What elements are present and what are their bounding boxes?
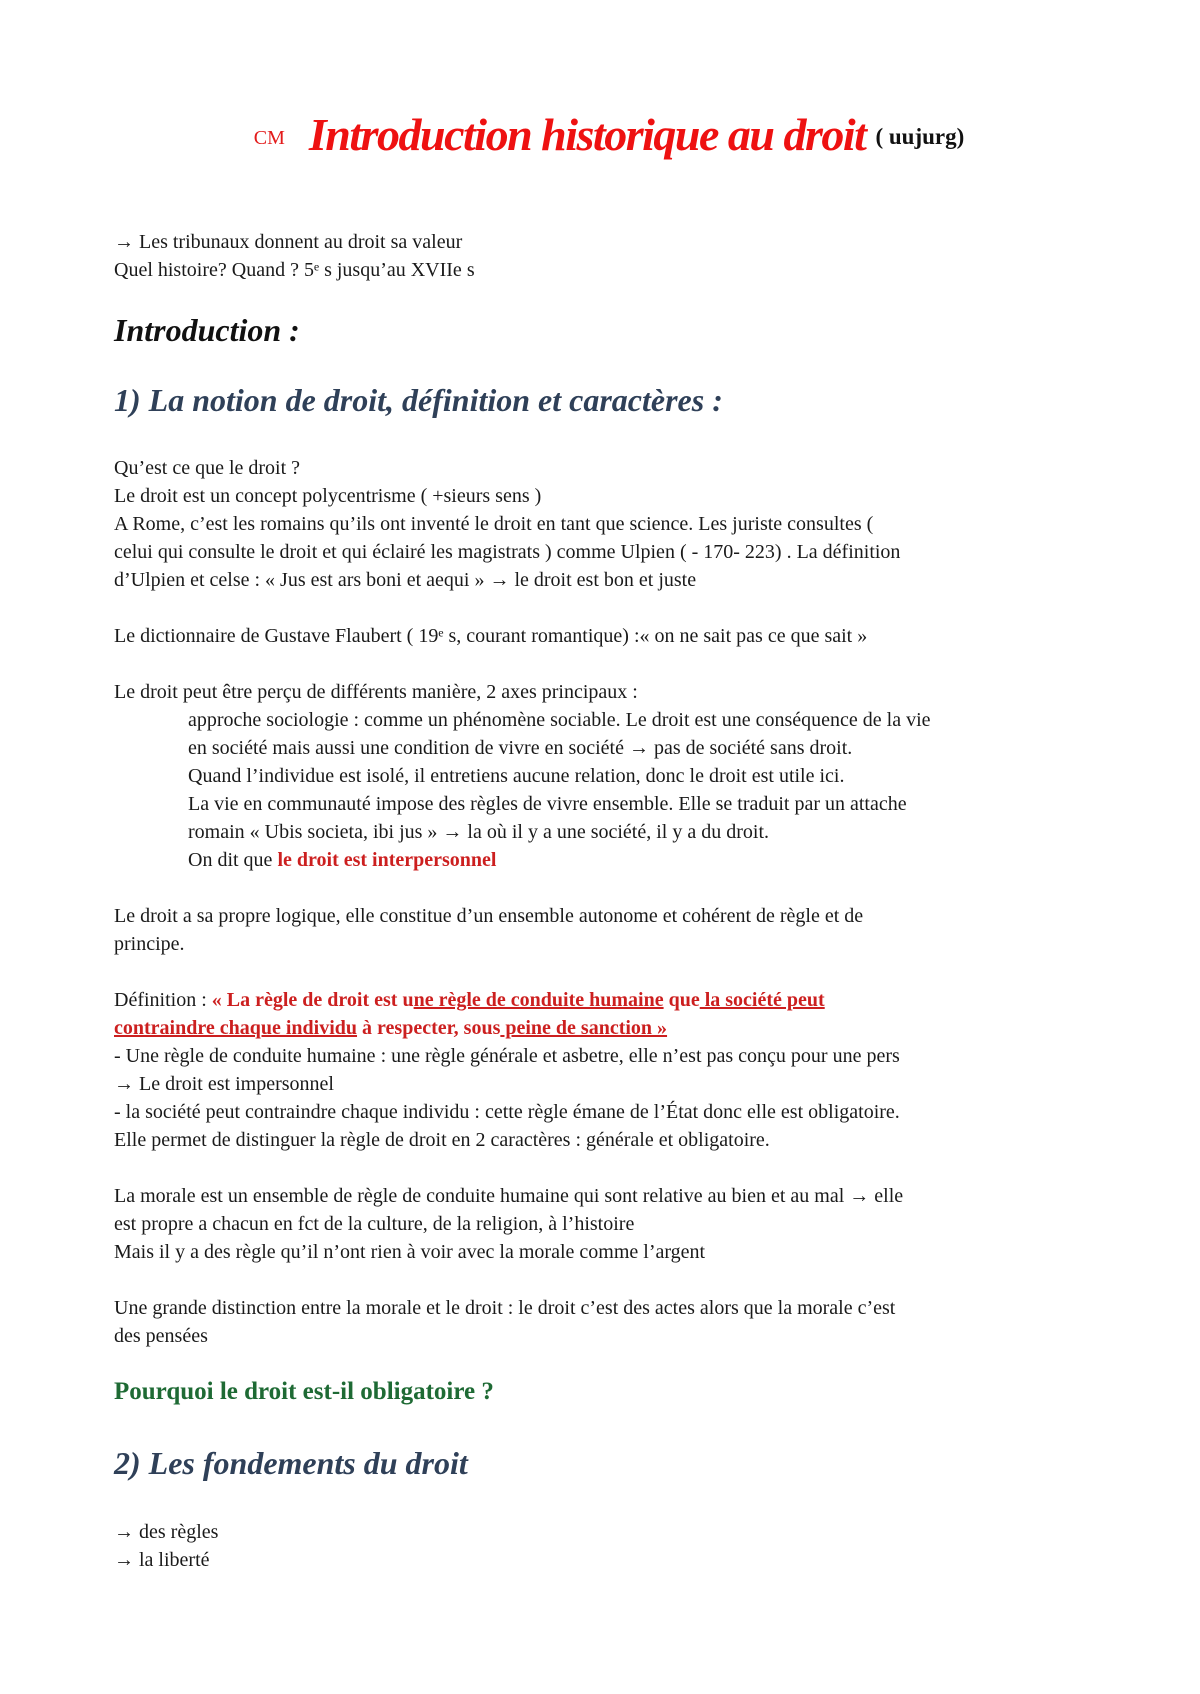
paragraph-line: Le droit a sa propre logique, elle constitue d’un ensemble autonome et cohérent de règle et de <box>114 905 864 927</box>
paragraph-line: - la société peut contraindre chaque individu : cette règle émane de l’État donc elle est obligatoire. <box>114 1101 900 1123</box>
paragraph-line: - Une règle de conduite humaine : une règle générale et asbetre, elle n’est pas conçu pour une pers <box>114 1045 900 1067</box>
paragraph-line: A Rome, c’est les romains qu’ils ont inventé le droit en tant que science. Les juriste consultes ( <box>114 513 874 535</box>
intro-line: Quel histoire? Quand ? 5ᵉ s jusqu’au XVIIe s <box>114 259 475 281</box>
indented-line <box>188 846 496 874</box>
paragraph-line: Une grande distinction entre la morale et le droit : le droit c’est des actes alors que la morale c’est <box>114 1297 896 1319</box>
definition-line-1 <box>114 986 825 1014</box>
section-2-heading: 2) Les fondements du droit <box>114 1445 468 1481</box>
paragraph-line: Le droit peut être perçu de différents manière, 2 axes principaux : <box>114 681 638 703</box>
title-cm-label: CM <box>253 127 285 149</box>
list-item: → des règles <box>114 1521 219 1543</box>
definition-text: contraindre chaque individu <box>114 1017 358 1039</box>
paragraph-line: Le dictionnaire de Gustave Flaubert ( 19ᵉ s, courant romantique) :« on ne sait pas ce que sait » <box>114 625 868 647</box>
definition-label: Définition : <box>114 989 212 1011</box>
paragraph-line: Le droit est un concept polycentrisme ( +sieurs sens ) <box>114 485 542 507</box>
indented-line: La vie en communauté impose des règles de vivre ensemble. Elle se traduit par un attache <box>188 793 907 815</box>
document-title <box>114 108 1104 161</box>
paragraph-line: d’Ulpien et celse : « Jus est ars boni et aequi » → le droit est bon et juste <box>114 569 697 591</box>
list-item: → la liberté <box>114 1549 210 1571</box>
introduction-heading: Introduction : <box>114 312 300 348</box>
paragraph-line: celui qui consulte le droit et qui éclairé les magistrats ) comme Ulpien ( - 170- 223) . La définition <box>114 541 901 563</box>
indented-line: romain « Ubis societa, ibi jus » → la où il y a une société, il y a du droit. <box>188 821 770 843</box>
definition-text: que <box>663 989 700 1011</box>
indented-line: Quand l’individue est isolé, il entretiens aucune relation, donc le droit est utile ici. <box>188 765 845 787</box>
question-heading: Pourquoi le droit est-il obligatoire ? <box>114 1378 494 1405</box>
intro-line: → Les tribunaux donnent au droit sa valeur <box>114 231 463 253</box>
ondit-highlight: le droit est interpersonnel <box>277 849 497 871</box>
definition-text: ne règle de conduite humaine <box>413 989 664 1011</box>
definition-line-2 <box>114 1014 667 1042</box>
definition-text: peine de sanction » <box>500 1017 668 1039</box>
section-1-heading: 1) La notion de droit, définition et caractères : <box>114 382 723 418</box>
definition-text: la société peut <box>699 989 825 1011</box>
paragraph-line: Elle permet de distinguer la règle de droit en 2 caractères : générale et obligatoire. <box>114 1129 770 1151</box>
definition-text: à respecter, sous <box>357 1017 501 1039</box>
title-suffix: ( uujurg) <box>875 124 965 149</box>
paragraph-line: La morale est un ensemble de règle de conduite humaine qui sont relative au bien et au mal → elle <box>114 1185 904 1207</box>
paragraph-line: Qu’est ce que le droit ? <box>114 457 301 479</box>
paragraph-line: Mais il y a des règle qu’il n’ont rien à voir avec la morale comme l’argent <box>114 1241 706 1263</box>
ondit-prefix: On dit que <box>188 849 278 871</box>
paragraph-line: principe. <box>114 933 185 955</box>
indented-line: approche sociologie : comme un phénomène sociable. Le droit est une conséquence de la vie <box>188 709 931 731</box>
indented-line: en société mais aussi une condition de vivre en société → pas de société sans droit. <box>188 737 853 759</box>
paragraph-line: est propre a chacun en fct de la culture, de la religion, à l’histoire <box>114 1213 635 1235</box>
paragraph-line: → Le droit est impersonnel <box>114 1073 334 1095</box>
definition-text: « La règle de droit est u <box>211 989 414 1011</box>
paragraph-line: des pensées <box>114 1325 208 1347</box>
title-main: Introduction historique au droit <box>308 109 866 160</box>
